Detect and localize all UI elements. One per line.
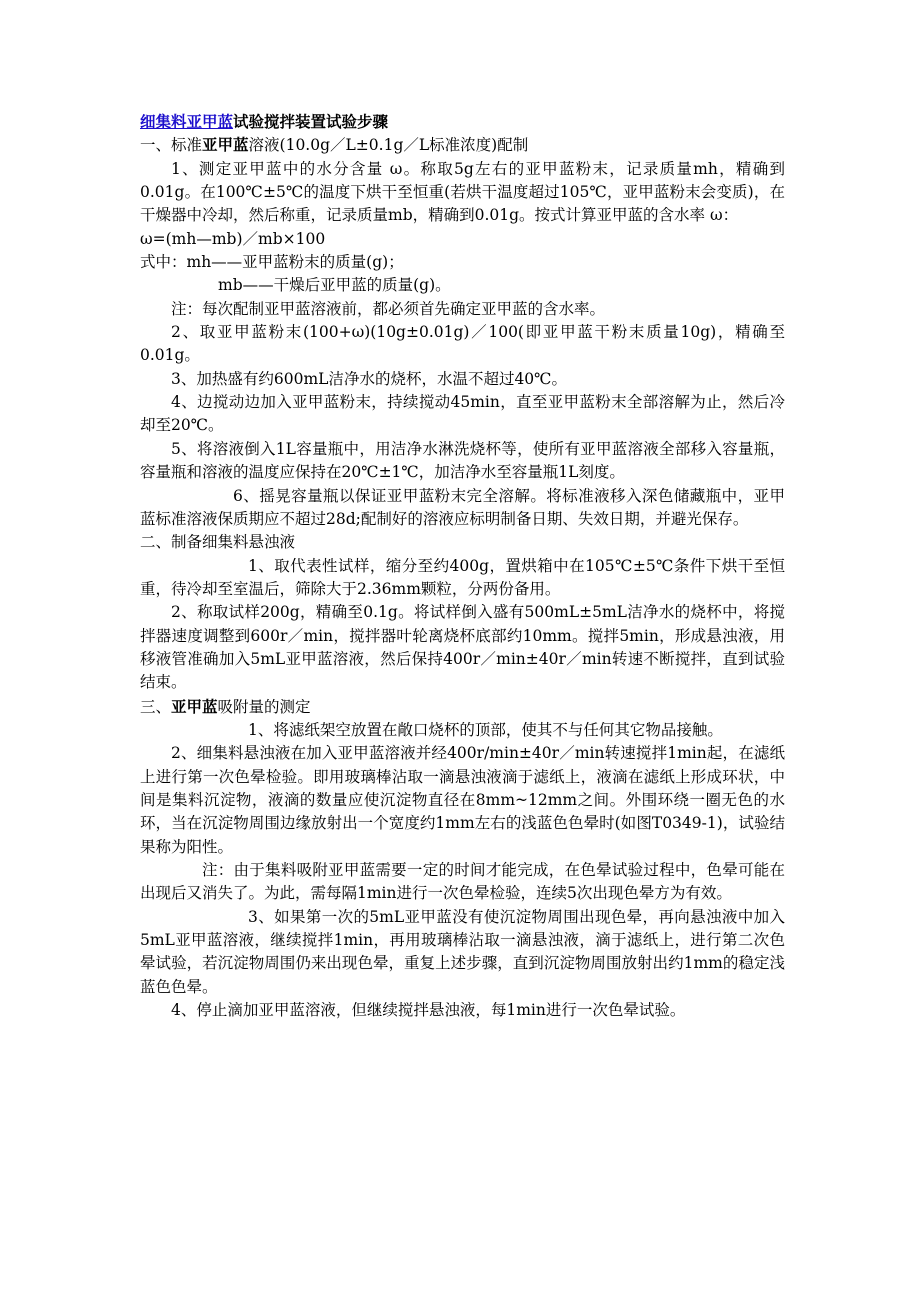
section1-step6: 6、摇晃容量瓶以保证亚甲蓝粉末完全溶解。将标准液移入深色储藏瓶中，亚甲蓝标准溶液保质期应不超过28d;配制好的溶液应标明制备日期、失效日期，并避光保存。: [140, 486, 785, 528]
section3-step1: 1、将滤纸架空放置在敞口烧杯的顶部，使其不与任何其它物品接触。: [248, 720, 723, 739]
section1-where-mb: mb——干燥后亚甲蓝的质量(g)。: [218, 276, 451, 295]
section2-step2: 2、称取试样200g，精确至0.1g。将试样倒入盛有500mL±5mL洁净水的烧杯中，将搅拌器速度调整到600r／min，搅拌器叶轮离烧杯底部约10mm。搅拌5min，形成悬浊液，用移液管准确加入5mL亚甲蓝溶液，然后保持400r／min±40r／min转速不断搅拌，直到试验结束。: [140, 603, 785, 692]
section3-heading-bold: 亚甲蓝: [171, 696, 218, 716]
section1-formula: ω=(mh—mb)／mb×100: [140, 229, 326, 248]
section3-note: 注：由于集料吸附亚甲蓝需要一定的时间才能完成，在色晕试验过程中，色晕可能在出现后又消失了。为此，需每隔1min进行一次色晕检验，连续5次出现色晕方为有效。: [140, 861, 785, 903]
section3-heading-suffix: 吸附量的测定: [217, 697, 311, 716]
section1-step3: 3、加热盛有约600mL洁净水的烧杯，水温不超过40℃。: [171, 369, 568, 388]
section1-step5: 5、将溶液倒入1L容量瓶中，用洁净水淋洗烧杯等，使所有亚甲蓝溶液全部移入容量瓶，容量瓶和溶液的温度应保持在20℃±1℃，加洁净水至容量瓶1L刻度。: [140, 439, 785, 482]
document-page: [140, 110, 785, 1022]
section3-step3: 3、如果第一次的5mL亚甲蓝没有使沉淀物周围出现色晕，再向悬浊液中加入5mL亚甲蓝溶液，继续搅拌1min，再用玻璃棒沾取一滴悬浊液，滴于滤纸上，进行第二次色晕试验，若沉淀物周围仍来出现色晕，重复上述步骤，直到沉淀物周围放射出约1mm的稳定浅蓝色色晕。: [140, 907, 785, 996]
section1-heading: [140, 133, 785, 157]
section2-heading: 二、制备细集料悬浊液: [140, 533, 296, 552]
section3-step2: 2、细集料悬浊液在加入亚甲蓝溶液并经400r/min±40r／min转速搅拌1min起，在滤纸上进行第一次色晕检验。即用玻璃棒沾取一滴悬浊液滴于滤纸上，液滴在滤纸上形成环状，中间是集料沉淀物，液滴的数量应使沉淀物直径在8mm~12mm之间。外围环绕一圈无色的水环，当在沉淀物周围边缘放射出一个宽度约1mm左右的浅蓝色色晕时(如图T0349-1)，试验结果称为阳性。: [140, 744, 785, 856]
section3-step4: 4、停止滴加亚甲蓝溶液，但继续搅拌悬浊液，每1min进行一次色晕试验。: [171, 1001, 686, 1020]
title-rest: 试验搅拌装置试验步骤: [233, 112, 389, 131]
section3-heading: [140, 695, 785, 719]
section1-step4: 4、边搅动边加入亚甲蓝粉末，持续搅动45min，直至亚甲蓝粉末全部溶解为止，然后冷却至20℃。: [140, 393, 785, 435]
section1-note: 注：每次配制亚甲蓝溶液前，都必须首先确定亚甲蓝的含水率。: [171, 299, 606, 318]
section1-step2: 2、取亚甲蓝粉末(100+ω)(10g±0.01g)／100(即亚甲蓝干粉末质量10g)，精确至0.01g。: [140, 323, 785, 365]
section1-step1: 1、测定亚甲蓝中的水分含量 ω。称取5g左右的亚甲蓝粉末，记录质量mh，精确到0.01g。在100℃±5℃的温度下烘干至恒重(若烘干温度超过105℃，亚甲蓝粉末会变质)，在干燥器中冷却，然后称重，记录质量mb，精确到0.01g。按式计算亚甲蓝的含水率 ω：: [140, 159, 785, 225]
section3-heading-prefix: 三、: [140, 697, 172, 716]
title-link[interactable]: 细集料亚甲蓝: [140, 112, 234, 131]
document-title: [140, 110, 785, 133]
section1-heading-bold: 亚甲蓝: [202, 135, 249, 155]
section1-heading-suffix: 溶液(10.0g／L±0.1g／L标准浓度)配制: [248, 136, 529, 155]
section1-where-mh: 式中：mh——亚甲蓝粉末的质量(g)；: [140, 253, 404, 272]
section2-step1: 1、取代表性试样，缩分至约400g，置烘箱中在105℃±5℃条件下烘干至恒重，待冷却至室温后，筛除大于2.36mm颗粒，分两份备用。: [140, 556, 785, 598]
section1-heading-prefix: 一、标准: [140, 136, 203, 155]
